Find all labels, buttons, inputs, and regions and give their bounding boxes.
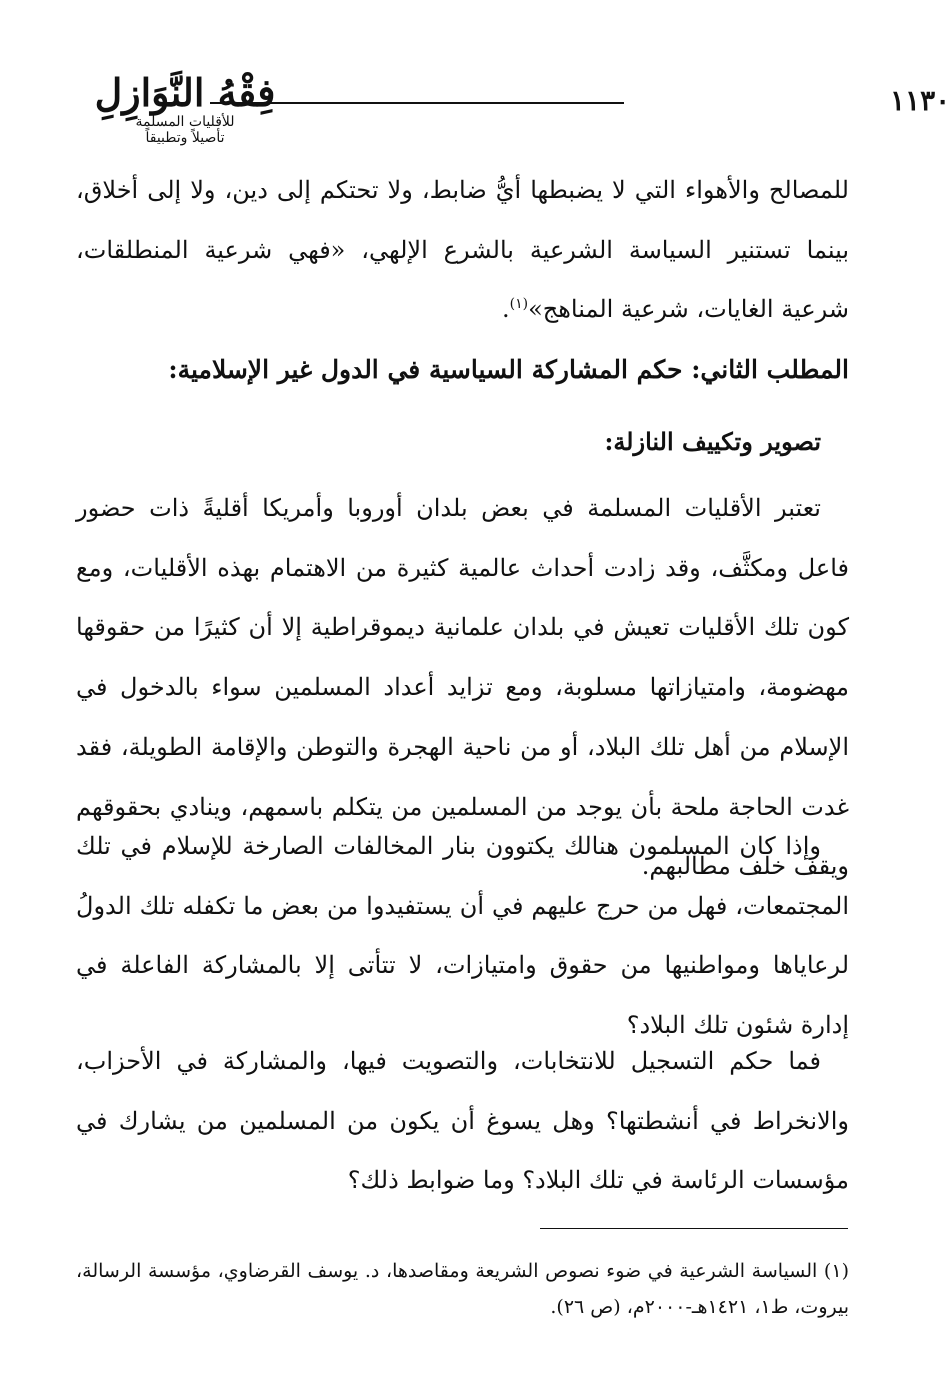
header-rule xyxy=(210,102,624,104)
paragraph-1-text: للمصالح والأهواء التي لا يضبطها أيُّ ضابط، ولا تحتكم إلى دين، ولا إلى أخلاق، بينما تستنير السياسة الشرعية بالشرع الإلهي، «فهي شرعية المنطلقات، شرعية الغايات، شرعية المناهج» xyxy=(76,176,849,324)
book-subtitle-2: تأصيلاً وتطبيقاً xyxy=(145,130,225,146)
footnote-ref: (١) xyxy=(509,296,529,313)
book-title-logo xyxy=(60,70,310,146)
page-header xyxy=(60,70,950,146)
paragraph-4 xyxy=(76,1032,849,1211)
page-number: ١١٣٠ xyxy=(890,84,950,117)
paragraph-3 xyxy=(76,817,849,1056)
footnote-separator xyxy=(540,1228,848,1229)
paragraph-3-text: وإذا كان المسلمون هنالك يكتوون بنار المخالفات الصارخة للإسلام في تلك المجتمعات، فهل من حرج عليهم في أن يستفيدوا من بعض ما تكفله تلك الدولُ لرعاياها ومواطنيها من حقوق وامتيازات، لا تتأتى إلا بالمشاركة الفاعلة في إدارة شئون تلك البلاد؟ xyxy=(76,832,849,1040)
paragraph-4-text: فما حكم التسجيل للانتخابات، والتصويت فيها، والمشاركة في الأحزاب، والانخراط في أنشطتها؟ وهل يسوغ أن يكون من المسلمين من يشارك في مؤسسات الرئاسة في تلك البلاد؟ وما ضوابط ذلك؟ xyxy=(76,1047,849,1195)
paragraph-1 xyxy=(76,161,849,340)
paragraph-1-end: . xyxy=(501,295,510,324)
paragraph-2-text: تعتبر الأقليات المسلمة في بعض بلدان أوروبا وأمريكا أقليةً ذات حضور فاعل ومكثَّف، وقد زادت أحداث عالمية كثيرة من الاهتمام بهذه الأقليات، ومع كون تلك الأقليات تعيش في بلدان علمانية ديموقراطية إلا أن كثيرًا من حقوقها مهضومة، وامتيازاتها مسلوبة، ومع تزايد أعداد المسلمين سواء بالدخول في الإسلام من أهل تلك البلاد، أو من ناحية الهجرة والتوطن والإقامة الطويلة، فقد غدت الحاجة ملحة بأن يوجد من المسلمين من يتكلم باسمهم، وينادي بحقوقهم ويقف خلف مطالبهم. xyxy=(76,494,849,881)
footnote: (١) السياسة الشرعية في ضوء نصوص الشريعة ومقاصدها، د. يوسف القرضاوي، مؤسسة الرسالة، بيروت، ط١، ١٤٢١هـ-٢٠٠٠م، (ص ٢٦). xyxy=(76,1260,849,1318)
book-subtitle-1: للأقليات المسلمة xyxy=(135,114,235,130)
section-heading: المطلب الثاني: حكم المشاركة السياسية في الدول غير الإسلامية: xyxy=(168,355,849,384)
subsection-heading: تصوير وتكييف النازلة: xyxy=(604,427,821,456)
book-title: فِقْهُ النَّوَازِلِ xyxy=(94,70,276,115)
